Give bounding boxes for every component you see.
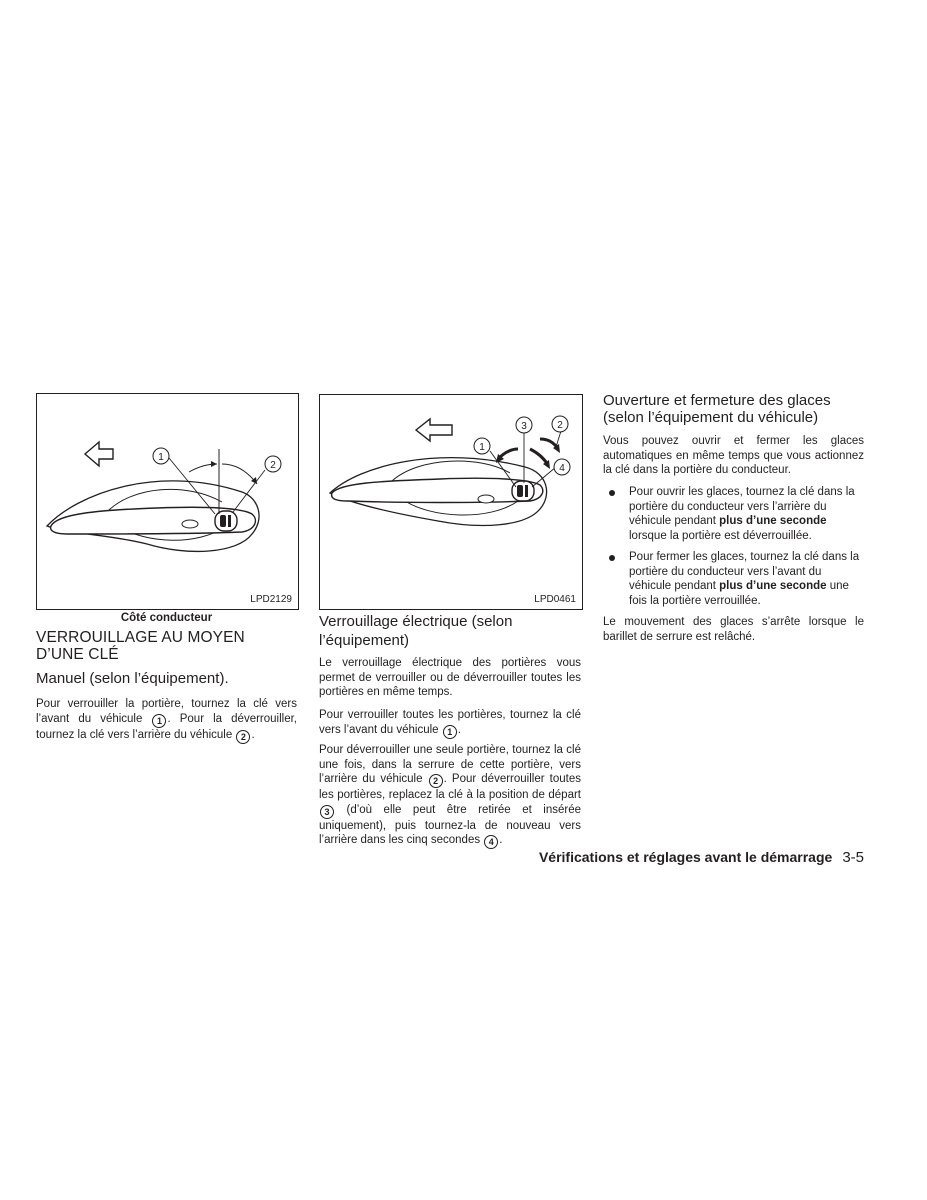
paragraph-manual: Pour verrouiller la portière, tournez la clé vers l’avant du véhicule 1 . Pour la déverrouiller, tournez la clé vers l’arrière du véhicule 2 .	[36, 698, 297, 742]
heading-windows-line2: (selon l’équipement du véhicule)	[603, 409, 819, 426]
callout-ref-1: 1	[443, 725, 457, 739]
paragraph-windows-release: Le mouvement des glaces s’arrête lorsque le barillet de serrure est relâché.	[603, 616, 864, 643]
bullet-icon	[609, 490, 615, 496]
callout-1-label: 1	[158, 452, 164, 463]
footer-section-title: Vérifications et réglages avant le démarrage	[538, 849, 833, 865]
paragraph-power-lock-1: Le verrouillage électrique des portières vous permet de verrouiller ou de déverrouiller toutes les portières en même temps.	[319, 657, 581, 699]
section-heading: VERROUILLAGE AU MOYEN D’UNE CLÉ	[36, 629, 245, 663]
callout-2-label: 2	[557, 420, 563, 431]
heading-windows-line1: Ouverture et fermeture des glaces	[603, 392, 831, 409]
door-handle-illustration	[37, 394, 298, 609]
page-footer	[520, 849, 864, 866]
callout-ref-1: 1	[152, 714, 166, 728]
callout-ref-2: 2	[236, 730, 250, 744]
paragraph-windows-intro: Vous pouvez ouvrir et fermer les glaces automatiques en même temps que vous actionnez la clé dans la portière du conducteur.	[603, 435, 864, 477]
callout-ref-3: 3	[320, 805, 334, 819]
callout-4-label: 4	[559, 463, 565, 474]
bullet-close-windows: Pour fermer les glaces, tournez la clé dans la portière du conducteur vers l’avant du véhicule pendant plus d’une seconde une fois la portière verrouillée.	[609, 550, 864, 610]
page-number: 3-5	[842, 849, 864, 866]
figure-code: LPD0461	[534, 594, 576, 605]
callout-ref-4: 4	[484, 835, 498, 849]
forward-arrow-icon	[85, 442, 113, 466]
paragraph-power-lock-3: Pour déverrouiller une seule portière, tournez la clé une fois, dans la serrure de cette portière, vers l’arrière du véhicule 2 . Pour déverrouiller toutes les portières, replacez la clé à la position de départ 3 (d’où elle peut être retirée et insérée uniquement), puis tournez-la de nouveau vers l’arrière dans les cinq secondes 4 .	[319, 744, 581, 848]
paragraph-power-lock-2: Pour verrouiller toutes les portières, tournez la clé vers l’avant du véhicule 1 .	[319, 709, 581, 737]
door-handle-illustration-2	[320, 395, 582, 609]
callout-1-label: 1	[479, 442, 485, 453]
heading-power-lock: Verrouillage électrique (selon l’équipement)	[319, 613, 513, 649]
callout-2-label: 2	[270, 460, 276, 471]
subheading-manual: Manuel (selon l’équipement).	[36, 670, 229, 687]
bullet-open-windows: Pour ouvrir les glaces, tournez la clé dans la portière du conducteur vers l’arrière du véhicule pendant plus d’une seconde lorsque la portière est déverrouillée.	[609, 485, 864, 545]
bullet-icon	[609, 555, 615, 561]
callout-3-label: 3	[521, 421, 527, 432]
figure-manual-key-lock	[36, 393, 299, 610]
figure-power-lock	[319, 394, 583, 610]
callout-ref-2: 2	[429, 774, 443, 788]
figure-code: LPD2129	[250, 594, 292, 605]
figure-caption: Côté conducteur	[120, 612, 213, 624]
forward-arrow-icon	[416, 419, 452, 441]
